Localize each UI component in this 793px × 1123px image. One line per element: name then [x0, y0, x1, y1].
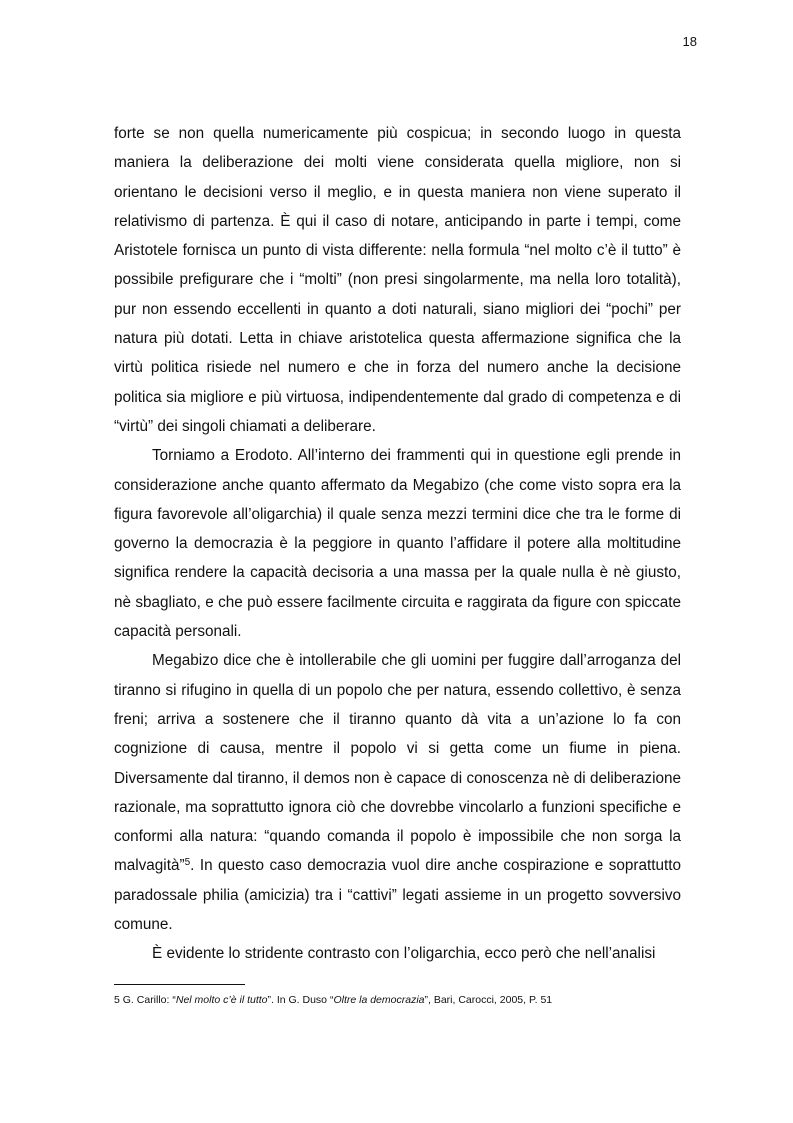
body-text — [114, 119, 681, 969]
footnote-quoted-title: Nel molto c’è il tutto — [175, 994, 268, 1006]
footnote-reference: 5 — [184, 857, 191, 869]
footnote-number: 5 — [114, 994, 120, 1006]
footnote-author: G. Carillo: — [122, 994, 170, 1006]
page-number: 18 — [682, 34, 697, 49]
paragraph-2: Torniamo a Erodoto. All’interno dei frammenti qui in questione egli prende in considerazione anche quanto affermato da Megabizo (che come visto sopra era la figura favorevole all’oligarchia) il quale senza mezzi termini dice che tra le forme di governo la democrazia è la peggiore in quanto l’affidare il potere alla moltitudine significa rendere la capacità decisoria a una massa per la quale nulla è nè giusto, nè sbagliato, e che può essere facilmente circuita e raggirata da figure con spiccate capacità personali. — [114, 447, 681, 641]
paragraph-4: È evidente lo stridente contrasto con l’oligarchia, ecco però che nell’analisi — [152, 945, 656, 963]
footnote: 5 G. Carillo: “Nel molto c’è il tutto”. In G. Duso “Oltre la democrazia”, Bari, Carocci, 2005, P. 51 — [114, 994, 553, 1006]
paragraph-3-text-after: . In questo caso democrazia vuol dire anche cospirazione e soprattutto paradossale philia (amicizia) tra i “cattivi” legati assieme in un progetto sovversivo comune. — [114, 857, 681, 934]
paragraph-3 — [114, 646, 681, 939]
footnote-middle: . In G. Duso — [271, 994, 328, 1006]
paragraph-1: forte se non quella numericamente più cospicua; in secondo luogo in questa maniera la deliberazione dei molti viene considerata quella migliore, non si orientano le decisioni verso il meglio, e in questa maniera non viene superato il relativismo di partenza. È qui il caso di notare, anticipando in parte i tempi, come Aristotele fornisca un punto di vista differente: nella formula “nel molto c’è il tutto” è possibile prefigurare che i “molti” (non presi singolarmente, ma nella loro totalità), pur non essendo eccellenti in quanto a doti naturali, siano migliori dei “pochi” per natura più dotati. Letta in chiave aristotelica questa affermazione significa che la virtù politica risiede nel numero e che in forza del numero anche la decisione politica sia migliore e più virtuosa, indipendentemente dal grado di competenza e di “virtù” dei singoli chiamati a deliberare. — [114, 125, 681, 435]
paragraph-3-text-before: Megabizo dice che è intollerabile che gli uomini per fuggire dall’arroganza del tiranno si rifugino in quella di un popolo che per natura, essendo collettivo, è senza freni; arriva a sostenere che il tiranno quanto dà vita a un’azione lo fa con cognizione di causa, mentre il popolo vi si getta come un fiume in piena. Diversamente dal tiranno, il demos non è capace di conoscenza nè di deliberazione razionale, ma soprattutto ignora ciò che dovrebbe vincolarlo a funzioni specifiche e conformi alla natura: “quando comanda il popolo è impossibile che non sorga la malvagità” — [114, 652, 681, 875]
footnote-book-title: Oltre la democrazia — [333, 994, 425, 1006]
footnote-tail: , Bari, Carocci, 2005, P. 51 — [428, 994, 553, 1006]
footnote-separator — [114, 984, 245, 985]
